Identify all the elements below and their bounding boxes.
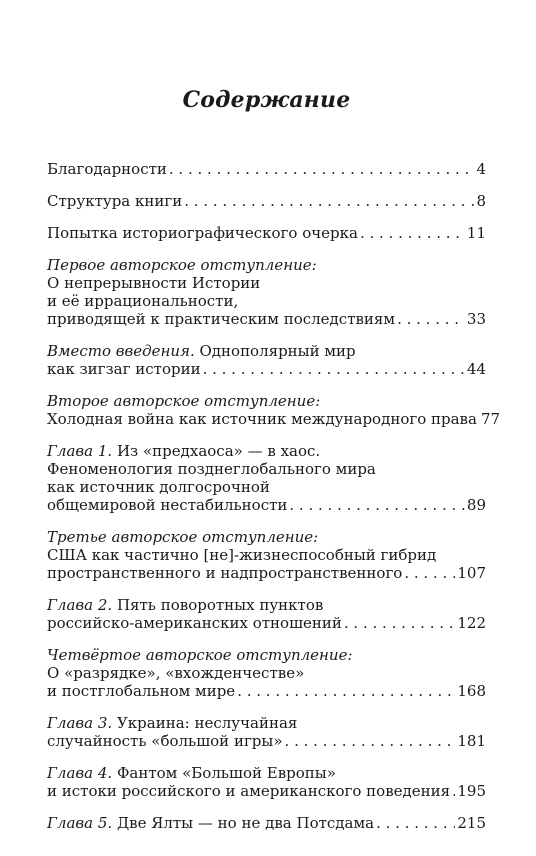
toc-entry-line — [47, 192, 486, 210]
toc-title: Содержание — [182, 87, 351, 113]
dot-leader — [360, 224, 465, 242]
dot-leader — [203, 360, 465, 378]
toc-entry-line — [47, 360, 486, 378]
toc-entry-title — [47, 814, 374, 832]
toc-entry-line — [47, 496, 486, 514]
toc-entry-line — [47, 764, 486, 782]
toc-entry — [47, 596, 486, 632]
toc-entry — [47, 342, 486, 378]
toc-entry-title: и постглобальном мире — [47, 682, 236, 700]
toc-entry — [47, 442, 486, 514]
toc-entry-line — [47, 814, 486, 832]
book-page — [47, 0, 501, 856]
dot-leader — [169, 160, 475, 178]
dot-leader — [397, 310, 465, 328]
toc-page-number: 195 — [457, 782, 486, 800]
chapter-title: Из «предхаоса» — в хаос. — [112, 442, 321, 460]
toc-entry-line — [47, 596, 486, 614]
toc-entry-line: и её иррациональности, — [47, 292, 239, 310]
digression-heading: Третье авторское отступление: — [47, 528, 319, 546]
dot-leader — [404, 564, 455, 582]
toc-entry-title: и истоки российского и американского поведения — [47, 782, 451, 800]
toc-entry-line — [47, 310, 486, 328]
toc-page-number: 168 — [457, 682, 486, 700]
toc-page-number: 89 — [466, 496, 486, 514]
toc-page-number: 44 — [466, 360, 486, 378]
table-of-contents — [47, 160, 501, 832]
toc-entry — [47, 256, 486, 328]
toc-entry-title: Благодарности — [47, 160, 167, 178]
dot-leader — [237, 682, 455, 700]
toc-entry-title: случайность «большой игры» — [47, 732, 283, 750]
chapter-label: Глава 5. — [47, 814, 113, 832]
toc-entry-line — [47, 564, 486, 582]
dot-leader — [184, 192, 474, 210]
toc-entry-line: О непрерывности Истории — [47, 274, 261, 292]
toc-page-number: 107 — [457, 564, 486, 582]
toc-page-number: 215 — [457, 814, 486, 832]
chapter-label: Глава 2. — [47, 596, 113, 614]
toc-page-number: 11 — [466, 224, 486, 242]
toc-entry-line — [47, 224, 486, 242]
toc-entry-line — [47, 732, 486, 750]
chapter-label: Глава 1. — [47, 442, 113, 460]
chapter-label: Глава 3. — [47, 714, 113, 732]
toc-page-number: 77 — [480, 410, 501, 428]
toc-entry-title: как зигзаг истории — [47, 360, 201, 378]
toc-entry-line: как источник долгосрочной — [47, 478, 270, 496]
chapter-title: Пять поворотных пунктов — [112, 596, 324, 614]
toc-entry-title: Холодная война как источник международного права — [47, 410, 477, 428]
toc-entry-line — [47, 342, 486, 360]
toc-entry-line: О «разрядке», «вхожденчестве» — [47, 664, 305, 682]
dot-leader — [376, 814, 455, 832]
toc-entry-line — [47, 682, 486, 700]
toc-entry-line — [47, 442, 486, 460]
toc-page-number: 181 — [457, 732, 486, 750]
dot-leader — [285, 732, 456, 750]
toc-page-number: 8 — [476, 192, 486, 210]
toc-entry-title: Структура книги — [47, 192, 183, 210]
chapter-title: Украина: неслучайная — [112, 714, 298, 732]
toc-entry-title: российско-американских отношений — [47, 614, 342, 632]
chapter-label: Глава 4. — [47, 764, 113, 782]
toc-entry — [47, 814, 486, 832]
toc-entry-line: США как частично [не]-жизнеспособный гибрид — [47, 546, 437, 564]
toc-entry — [47, 392, 501, 428]
toc-entry-title: Попытка историографического очерка — [47, 224, 358, 242]
toc-entry-title: общемировой нестабильности — [47, 496, 288, 514]
dot-leader — [452, 782, 455, 800]
digression-heading: Четвёртое авторское отступление: — [47, 646, 353, 664]
toc-entry-title: приводящей к практическим последствиям — [47, 310, 396, 328]
toc-entry-line — [47, 410, 501, 428]
toc-entry-line — [47, 614, 486, 632]
toc-page-number: 122 — [457, 614, 486, 632]
toc-page-number: 33 — [466, 310, 486, 328]
section-label: Вместо введения. — [47, 342, 195, 360]
toc-entry — [47, 224, 486, 242]
chapter-title: Фантом «Большой Европы» — [112, 764, 336, 782]
toc-entry — [47, 646, 486, 700]
toc-page-number: 4 — [476, 160, 486, 178]
dot-leader — [289, 496, 465, 514]
toc-entry — [47, 714, 486, 750]
toc-entry — [47, 764, 486, 800]
toc-entry — [47, 192, 486, 210]
toc-entry-title: пространственного и надпространственного — [47, 564, 403, 582]
dot-leader — [344, 614, 455, 632]
toc-entry — [47, 528, 486, 582]
digression-heading: Второе авторское отступление: — [47, 392, 321, 410]
toc-entry-line — [47, 714, 486, 732]
toc-entry-line — [47, 160, 486, 178]
digression-heading: Первое авторское отступление: — [47, 256, 317, 274]
chapter-title: Две Ялты — но не два Потсдама — [112, 814, 375, 832]
toc-entry-line: Феноменология позднеглобального мира — [47, 460, 376, 478]
section-title: Однополярный мир — [194, 342, 356, 360]
toc-entry-line — [47, 782, 486, 800]
toc-entry — [47, 160, 486, 178]
